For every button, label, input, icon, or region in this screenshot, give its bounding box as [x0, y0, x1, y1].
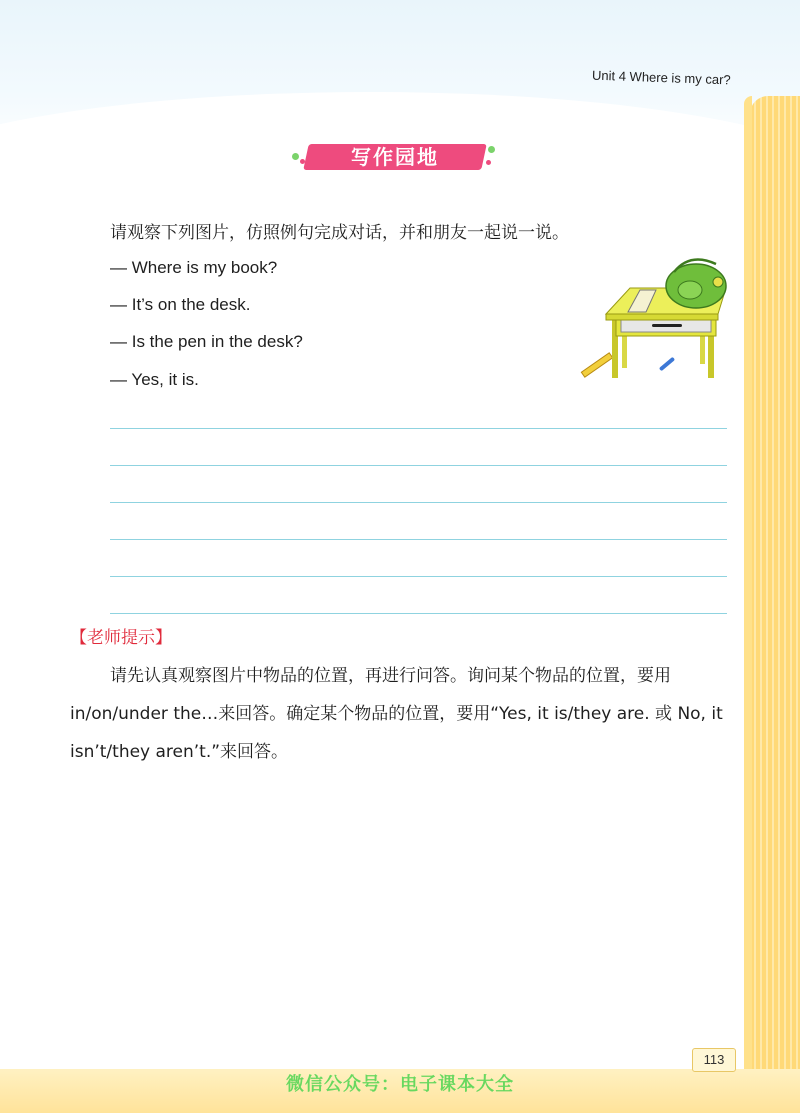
ruler-icon	[581, 353, 612, 377]
watermark-text: 微信公众号：电子课本大全	[286, 1074, 514, 1095]
writing-line[interactable]	[110, 428, 727, 429]
decorative-dot-icon	[488, 146, 495, 153]
instruction-text: 请观察下列图片，仿照例句完成对话，并和朋友一起说一说。	[110, 223, 569, 243]
writing-line[interactable]	[110, 576, 727, 577]
dialogue-line: — Is the pen in the desk?	[110, 332, 303, 351]
pen-icon	[659, 357, 675, 372]
writing-line[interactable]	[110, 502, 727, 503]
dialogue-line: — Where is my book?	[110, 258, 278, 277]
dialogue-line: — It’s on the desk.	[110, 295, 251, 314]
section-banner	[292, 140, 498, 174]
teacher-tip-body: 请先认真观察图片中物品的位置，再进行问答。询问某个物品的位置，要用 in/on/under the…来回答。确定某个物品的位置，要用“Yes, it is/they are. 或 No, it isn’t/they aren’t.”来回答。	[70, 666, 723, 762]
section-title: 写作园地	[351, 145, 439, 169]
writing-line[interactable]	[110, 539, 727, 540]
decorative-dot-icon	[486, 160, 491, 165]
writing-line[interactable]	[110, 613, 727, 614]
desk-illustration	[578, 250, 730, 386]
schoolbag-icon	[666, 260, 726, 309]
teacher-tip-heading: 【老师提示】	[70, 628, 172, 648]
dialogue-line: — Yes, it is.	[110, 370, 199, 389]
running-header: Unit 4 Where is my car?	[591, 67, 731, 88]
page-number: 113	[692, 1048, 736, 1072]
writing-line[interactable]	[110, 465, 727, 466]
book-page-edges	[750, 96, 800, 1113]
